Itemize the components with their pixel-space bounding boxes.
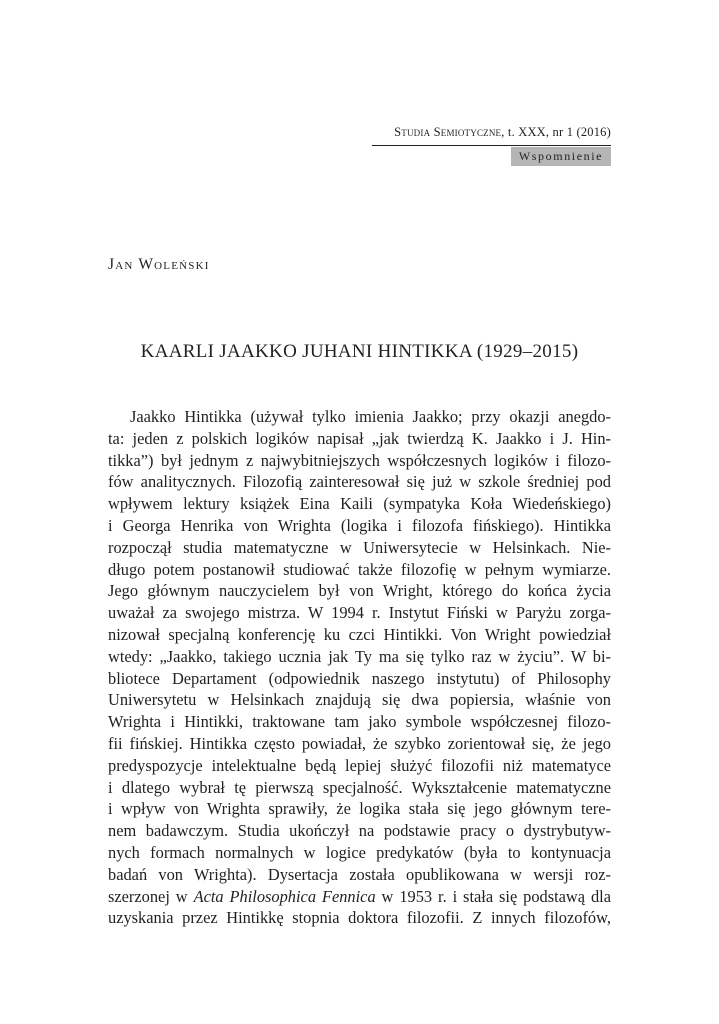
text-line: nych formach normalnych w logice predykatów (była to kontynuacja (108, 842, 611, 862)
text-line: bliotece Departament (odpowiednik naszego instytutu) of Philosophy (108, 668, 611, 688)
journal-title-italic: Acta Philosophica Fennica (193, 886, 376, 906)
text-line: predyspozycje intelektualne będą lepiej służyć filozofii niż matematyce (108, 755, 611, 775)
running-head (340, 124, 611, 140)
header-rule (372, 145, 611, 146)
journal-issue: , t. XXX, nr 1 (2016) (501, 125, 611, 139)
text-line: wtedy: „Jaakko, takiego ucznia jak Ty ma się tylko raz w życiu”. W bi- (108, 646, 611, 666)
text-segment: w 1953 r. i stała się podstawą dla (375, 886, 611, 906)
text-line: Wrighta i Hintikki, traktowane tam jako symbole współczesnej filozo- (108, 712, 611, 732)
text-line: i dlatego wybrał tę pierwszą specjalność. Wykształcenie matematyczne (108, 777, 611, 797)
text-line: fii fińskiej. Hintikka często powiadał, że szybko zorientował się, że jego (108, 733, 611, 753)
section-label: Wspomnienie (511, 147, 611, 166)
article-title: KAARLI JAAKKO JUHANI HINTIKKA (1929–2015) (140, 341, 579, 362)
text-line: nizował specjalną konferencję ku czci Hintikki. Von Wright powiedział (108, 624, 611, 644)
text-line: nem badawczym. Studia ukończył na podstawie pracy o dystrybutyw- (108, 821, 611, 841)
text-line: Jego głównym nauczycielem był von Wright, którego do końca życia (108, 581, 611, 601)
text-line: tikka”) był jednym z najwybitniejszych współczesnych logików i filozo- (108, 450, 611, 470)
body-text (108, 406, 611, 929)
text-line: i wpływ von Wrighta sprawiły, że logika stała się jego głównym tere- (108, 799, 611, 819)
text-line-mixed (108, 886, 611, 908)
text-line: uzyskania przez Hintikkę stopnia doktora filozofii. Z innych filozofów, (108, 908, 611, 928)
text-line: Uniwersytetu w Helsinkach znajdują się dwa popiersia, właśnie von (108, 690, 611, 710)
author-name: Jan Woleński (108, 256, 210, 273)
text-line: badań von Wrighta). Dysertacja została opublikowana w wersji roz- (108, 864, 611, 884)
text-line: fów analitycznych. Filozofią zainteresował się już w szkole średniej pod (108, 472, 611, 492)
text-line: długo potem postanowił studiować także filozofię w pełnym wymiarze. (108, 559, 611, 579)
text-line: rozpoczął studia matematyczne w Uniwersytecie w Helsinkach. Nie- (108, 537, 611, 557)
text-line: Jaakko Hintikka (używał tylko imienia Jaakko; przy okazji anegdo- (130, 407, 611, 426)
text-line: ta: jeden z polskich logików napisał „jak twierdzą K. Jaakko i J. Hin- (108, 428, 611, 448)
text-line: wpływem lektury książek Eina Kaili (sympatyka Koła Wiedeńskiego) (108, 494, 611, 514)
text-line: i Georga Henrika von Wrighta (logika i filozofa fińskiego). Hintikka (108, 515, 611, 535)
text-line: uważał za swojego mistrza. W 1994 r. Instytut Fiński w Paryżu zorga- (108, 603, 611, 623)
text-segment: szerzonej w (108, 886, 194, 906)
journal-name: Studia Semiotyczne (394, 125, 502, 139)
